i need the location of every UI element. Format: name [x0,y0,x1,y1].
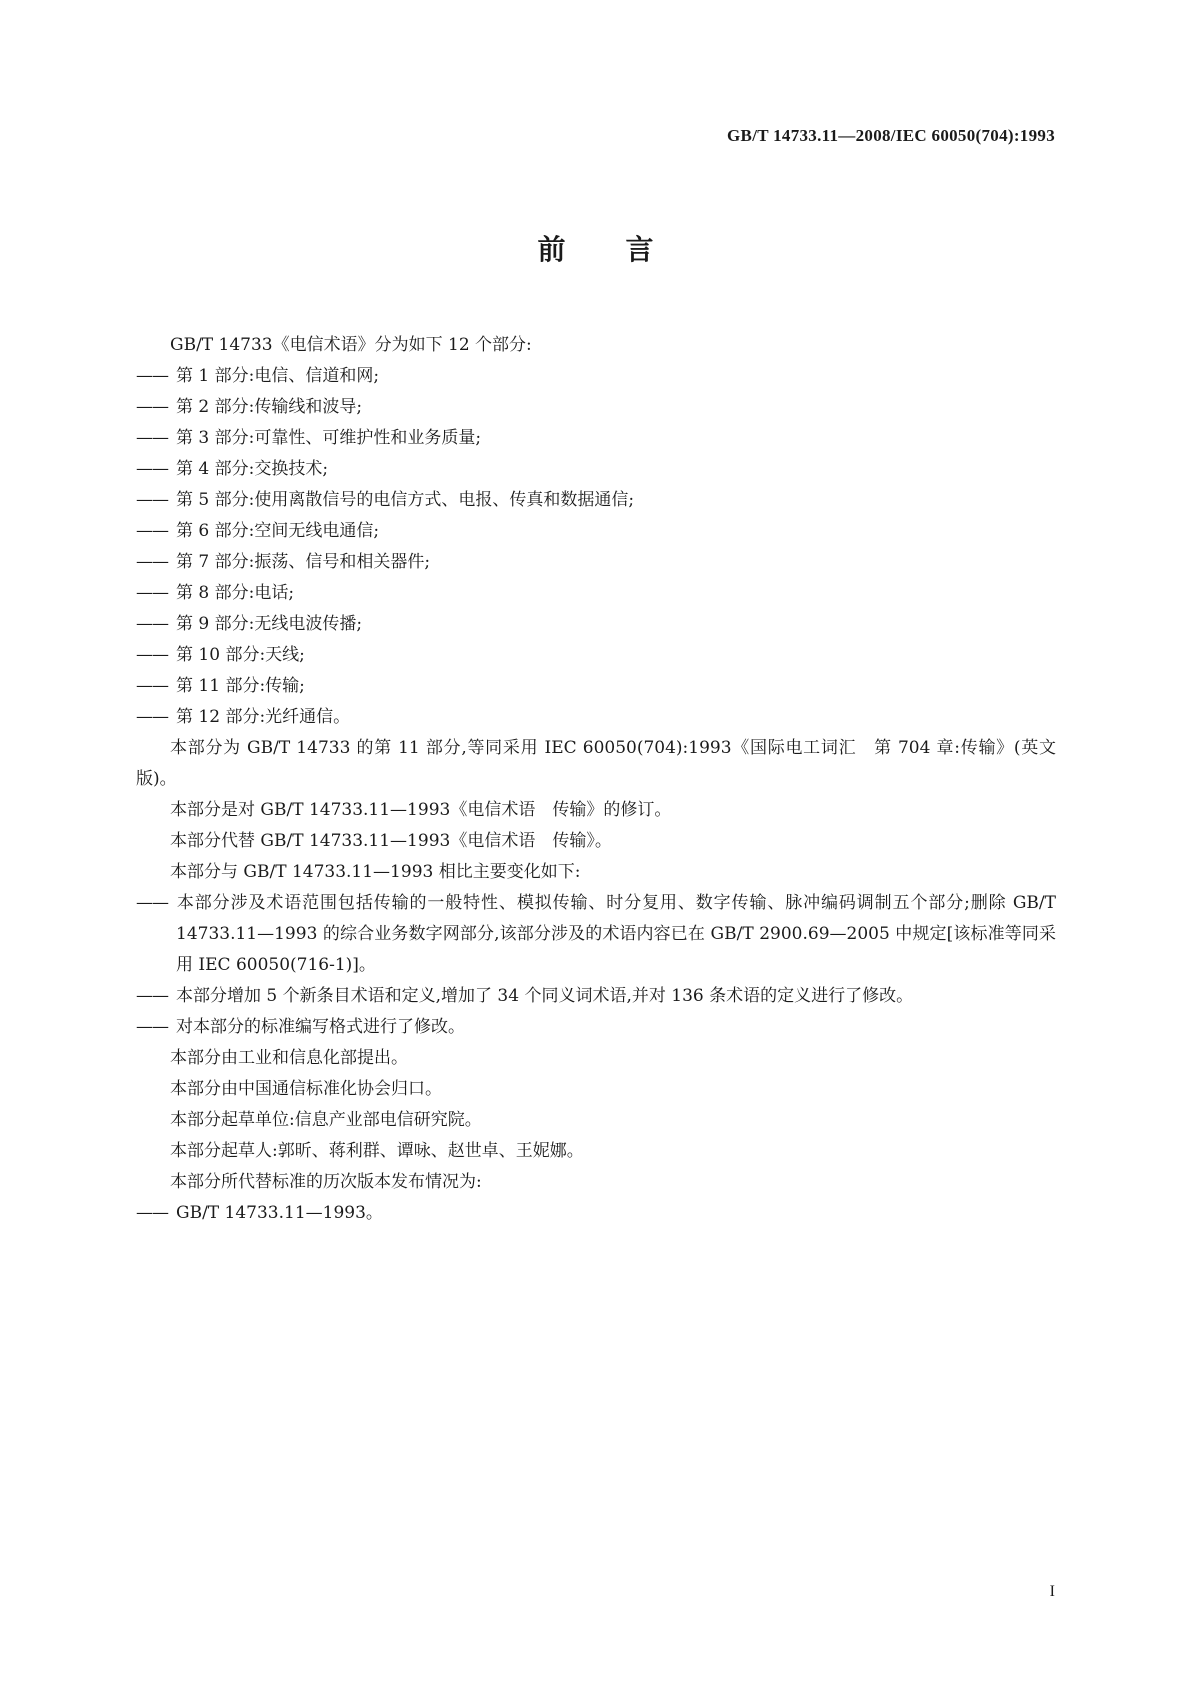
replaces-paragraph: 本部分代替 GB/T 14733.11—1993《电信术语 传输》。 [170,831,612,851]
dash-marker: —— [136,366,168,386]
changes-list [136,888,1056,1043]
list-item: —— 第 11 部分:传输; [136,671,1056,702]
list-item: —— 第 5 部分:使用离散信号的电信方式、电报、传真和数据通信; [136,485,1056,516]
centralized-by: 本部分由中国通信标准化协会归口。 [170,1079,442,1099]
changes-intro: 本部分与 GB/T 14733.11—1993 相比主要变化如下: [170,862,581,882]
list-item: —— 第 4 部分:交换技术; [136,454,1056,485]
list-item: —— 第 9 部分:无线电波传播; [136,609,1056,640]
intro-paragraph: GB/T 14733《电信术语》分为如下 12 个部分: [170,335,532,355]
page-number: I [1049,1583,1055,1600]
history-list [136,1198,1056,1229]
list-item: —— 本部分涉及术语范围包括传输的一般特性、模拟传输、时分复用、数字传输、脉冲编码调制五个部分;删除 GB/T 14733.11—1993 的综合业务数字网部分,该部分涉及的术语内容已在 GB/T 2900.69—2005 中规定[该标准等同采用 IEC 60050(716-1)]。 [136,888,1056,981]
dash-marker: —— [136,676,168,696]
dash-marker: —— [136,490,168,510]
list-item: —— 第 10 部分:天线; [136,640,1056,671]
title-char-2: 言 [625,233,654,266]
list-item: —— 对本部分的标准编写格式进行了修改。 [136,1012,1056,1043]
dash-marker: —— [136,1017,168,1037]
list-item: —— 第 6 部分:空间无线电通信; [136,516,1056,547]
proposed-by: 本部分由工业和信息化部提出。 [170,1048,408,1068]
dash-marker: —— [136,614,168,634]
dash-marker: —— [136,521,168,541]
history-intro: 本部分所代替标准的历次版本发布情况为: [170,1172,482,1192]
title-char-1: 前 [537,233,566,266]
drafters: 本部分起草人:郭昕、蒋利群、谭咏、赵世卓、王妮娜。 [170,1141,584,1161]
list-item: —— 第 3 部分:可靠性、可维护性和业务质量; [136,423,1056,454]
list-item: —— 本部分增加 5 个新条目术语和定义,增加了 34 个同义词术语,并对 136 条术语的定义进行了修改。 [136,981,1056,1012]
revision-paragraph: 本部分是对 GB/T 14733.11—1993《电信术语 传输》的修订。 [170,800,672,820]
dash-marker: —— [136,397,168,417]
list-item: —— 第 8 部分:电话; [136,578,1056,609]
list-item: —— 第 2 部分:传输线和波导; [136,392,1056,423]
dash-marker: —— [136,428,168,448]
list-item: —— 第 7 部分:振荡、信号和相关器件; [136,547,1056,578]
page-title [0,228,1191,268]
dash-marker: —— [136,645,168,665]
dash-marker: —— [136,552,168,572]
parts-list [136,361,1056,733]
dash-marker: —— [136,986,168,1006]
adoption-paragraph: 本部分为 GB/T 14733 的第 11 部分,等同采用 IEC 60050(704):1993《国际电工词汇 第 704 章:传输》(英文版)。 [136,738,1056,789]
list-item: —— GB/T 14733.11—1993。 [136,1198,1056,1229]
drafting-unit: 本部分起草单位:信息产业部电信研究院。 [170,1110,482,1130]
dash-marker: —— [136,893,168,913]
dash-marker: —— [136,1203,168,1223]
list-item: —— 第 1 部分:电信、信道和网; [136,361,1056,392]
standard-number: GB/T 14733.11—2008/IEC 60050(704):1993 [727,126,1055,145]
dash-marker: —— [136,707,168,727]
foreword-body [136,330,1056,1229]
dash-marker: —— [136,459,168,479]
dash-marker: —— [136,583,168,603]
list-item: —— 第 12 部分:光纤通信。 [136,702,1056,733]
